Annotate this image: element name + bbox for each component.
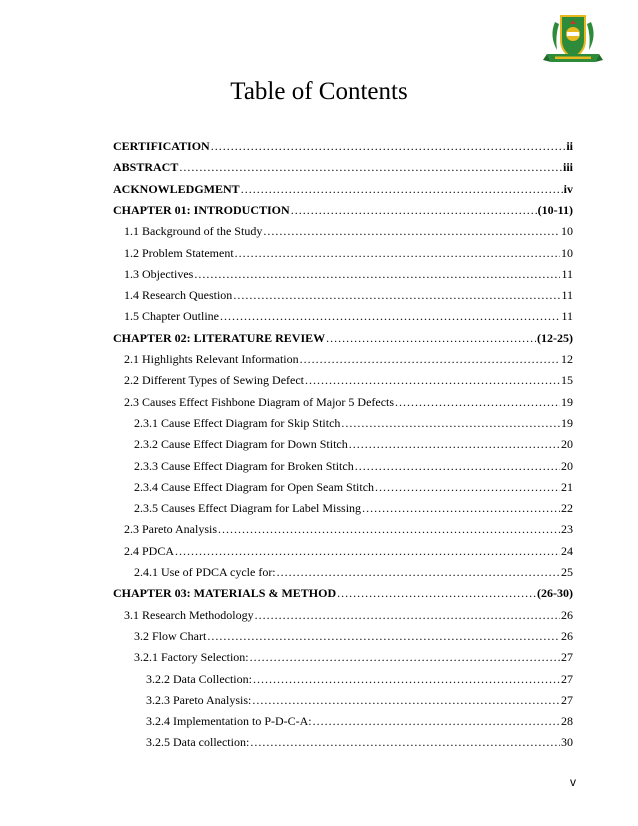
toc-dot-leader bbox=[253, 671, 560, 687]
toc-entry-page: 24 bbox=[561, 543, 573, 558]
toc-dot-leader bbox=[255, 607, 560, 623]
toc-dot-leader bbox=[291, 202, 537, 218]
toc-dot-leader bbox=[220, 308, 560, 324]
toc-section-entry[interactable] bbox=[146, 713, 573, 729]
toc-entry-page: 30 bbox=[561, 735, 573, 750]
toc-entry-page: 26 bbox=[561, 607, 573, 622]
page-title: Table of Contents bbox=[230, 78, 408, 105]
toc-entry-page: 15 bbox=[561, 373, 573, 388]
toc-section-entry[interactable] bbox=[124, 351, 573, 367]
toc-entry-page: 10 bbox=[561, 245, 573, 260]
toc-entry-label: CHAPTER 03: MATERIALS & METHOD bbox=[113, 586, 337, 601]
toc-dot-leader bbox=[218, 521, 560, 537]
toc-section-entry[interactable] bbox=[124, 245, 573, 261]
toc-entry-label: 3.2.3 Pareto Analysis: bbox=[146, 692, 252, 707]
toc-entry-page: 21 bbox=[561, 479, 573, 494]
toc-entry-label: 3.1 Research Methodology bbox=[124, 607, 254, 622]
toc-entry-page: 27 bbox=[561, 650, 573, 665]
toc-entry-label: 3.2 Flow Chart bbox=[134, 628, 207, 643]
toc-chapter-entry[interactable] bbox=[113, 585, 573, 601]
toc-entry-label: 2.4 PDCA bbox=[124, 543, 175, 558]
page-number: v bbox=[570, 775, 576, 789]
toc-section-entry[interactable] bbox=[124, 543, 573, 559]
toc-entry-page: iii bbox=[562, 160, 573, 175]
toc-entry-label: 1.2 Problem Statement bbox=[124, 245, 234, 260]
toc-entry-page: 11 bbox=[561, 288, 573, 303]
toc-entry-label: 2.4.1 Use of PDCA cycle for: bbox=[134, 565, 276, 579]
toc-section-entry[interactable] bbox=[134, 415, 573, 431]
toc-dot-leader bbox=[300, 351, 560, 367]
toc-section-entry[interactable] bbox=[146, 671, 573, 687]
toc-entry-page: ii bbox=[566, 139, 573, 153]
toc-entry-label: 1.5 Chapter Outline bbox=[124, 309, 219, 324]
toc-entry-label: 1.3 Objectives bbox=[124, 266, 194, 281]
toc-dot-leader bbox=[341, 415, 560, 431]
toc-section-entry[interactable] bbox=[146, 692, 573, 708]
toc-dot-leader bbox=[252, 692, 560, 708]
toc-dot-leader bbox=[211, 138, 566, 154]
toc-entry-label: 2.3 Pareto Analysis bbox=[124, 522, 217, 537]
toc-section-entry[interactable] bbox=[124, 372, 573, 388]
toc-section-entry[interactable] bbox=[134, 649, 573, 665]
toc-section-entry[interactable] bbox=[124, 223, 573, 239]
toc-dot-leader bbox=[326, 330, 536, 346]
toc-section-entry[interactable] bbox=[134, 436, 573, 452]
toc-entry-page: 20 bbox=[561, 458, 573, 473]
toc-entry-label: 3.2.5 Data collection: bbox=[146, 735, 250, 750]
toc-entry-label: 2.3.1 Cause Effect Diagram for Skip Stitch bbox=[134, 415, 341, 430]
toc-entry-page: 11 bbox=[561, 266, 573, 281]
toc-section-entry[interactable] bbox=[134, 458, 573, 474]
toc-entry-page: 19 bbox=[561, 415, 573, 430]
toc-entry-label: 2.1 Highlights Relevant Information bbox=[124, 352, 299, 366]
toc-dot-leader bbox=[337, 585, 536, 601]
toc-chapter-entry[interactable] bbox=[113, 330, 573, 346]
toc-dot-leader bbox=[355, 458, 560, 474]
toc-entry-page: (26-30) bbox=[537, 586, 573, 601]
toc-entry-page: 11 bbox=[561, 309, 573, 324]
toc-chapter-entry[interactable] bbox=[113, 159, 573, 175]
toc-dot-leader bbox=[250, 649, 560, 665]
toc-entry-label: 1.1 Background of the Study bbox=[124, 224, 263, 239]
toc-section-entry[interactable] bbox=[124, 607, 573, 623]
toc-entry-label: 2.2 Different Types of Sewing Defect bbox=[124, 373, 304, 388]
toc-entry-page: 28 bbox=[561, 714, 573, 729]
toc-dot-leader bbox=[233, 287, 560, 303]
toc-dot-leader bbox=[250, 734, 560, 750]
toc-entry-label: 2.3.3 Cause Effect Diagram for Broken Stitch bbox=[134, 458, 354, 473]
toc-section-entry[interactable] bbox=[124, 394, 573, 410]
toc-entry-label: 1.4 Research Question bbox=[124, 288, 233, 303]
toc-dot-leader bbox=[179, 159, 562, 175]
toc-section-entry[interactable] bbox=[146, 734, 573, 750]
toc-entry-page: 19 bbox=[561, 394, 573, 409]
toc-section-entry[interactable] bbox=[134, 500, 573, 516]
toc-entry-page: 22 bbox=[561, 501, 573, 516]
toc-entry-page: 27 bbox=[561, 692, 573, 707]
toc-chapter-entry[interactable] bbox=[113, 138, 573, 154]
toc-dot-leader bbox=[349, 436, 560, 452]
toc-entry-label: ABSTRACT bbox=[113, 160, 179, 175]
toc-section-entry[interactable] bbox=[134, 479, 573, 495]
toc-section-entry[interactable] bbox=[124, 266, 573, 282]
toc-entry-page: 12 bbox=[561, 352, 573, 366]
toc-entry-page: 10 bbox=[561, 224, 573, 239]
toc-entry-page: 26 bbox=[561, 628, 573, 643]
toc-section-entry[interactable] bbox=[124, 308, 573, 324]
toc-entry-page: (10-11) bbox=[537, 202, 573, 217]
toc-entry-page: (12-25) bbox=[537, 330, 573, 345]
toc-entry-label: CHAPTER 02: LITERATURE REVIEW bbox=[113, 330, 326, 345]
toc-dot-leader bbox=[207, 628, 560, 644]
toc-section-entry[interactable] bbox=[124, 521, 573, 537]
toc-section-entry[interactable] bbox=[134, 564, 573, 580]
toc-entry-page: 20 bbox=[561, 437, 573, 452]
toc-chapter-entry[interactable] bbox=[113, 181, 573, 197]
toc-chapter-entry[interactable] bbox=[113, 202, 573, 218]
toc-section-entry[interactable] bbox=[134, 628, 573, 644]
toc-entry-label: 2.3.5 Causes Effect Diagram for Label Missing bbox=[134, 501, 362, 516]
toc-entry-label: CHAPTER 01: INTRODUCTION bbox=[113, 202, 290, 217]
toc-dot-leader bbox=[395, 394, 560, 410]
toc-dot-leader bbox=[305, 372, 560, 388]
toc-dot-leader bbox=[277, 564, 560, 580]
toc-entry-page: 27 bbox=[561, 671, 573, 686]
toc-dot-leader bbox=[194, 266, 560, 282]
toc-dot-leader bbox=[263, 223, 560, 239]
toc-dot-leader bbox=[362, 500, 560, 516]
toc-entry-label: 3.2.2 Data Collection: bbox=[146, 671, 252, 686]
toc-entry-label: CERTIFICATION bbox=[113, 139, 210, 153]
toc-entry-label: ACKNOWLEDGMENT bbox=[113, 181, 240, 196]
toc-dot-leader bbox=[175, 543, 560, 559]
toc-section-entry[interactable] bbox=[124, 287, 573, 303]
toc-entry-label: 2.3 Causes Effect Fishbone Diagram of Major 5 Defects bbox=[124, 394, 395, 409]
toc-entry-page: iv bbox=[563, 181, 573, 196]
toc-entry-page: 23 bbox=[561, 522, 573, 537]
toc-entry-label: 3.2.1 Factory Selection: bbox=[134, 650, 249, 665]
toc-entry-label: 2.3.4 Cause Effect Diagram for Open Seam Stitch bbox=[134, 479, 375, 494]
toc-entry-label: 2.3.2 Cause Effect Diagram for Down Stitch bbox=[134, 437, 348, 452]
toc-entry-page: 25 bbox=[561, 565, 573, 579]
toc-dot-leader bbox=[241, 181, 563, 197]
toc-entry-label: 3.2.4 Implementation to P-D-C-A: bbox=[146, 714, 312, 729]
toc-dot-leader bbox=[375, 479, 560, 495]
toc-dot-leader bbox=[235, 245, 560, 261]
toc-dot-leader bbox=[313, 713, 560, 729]
